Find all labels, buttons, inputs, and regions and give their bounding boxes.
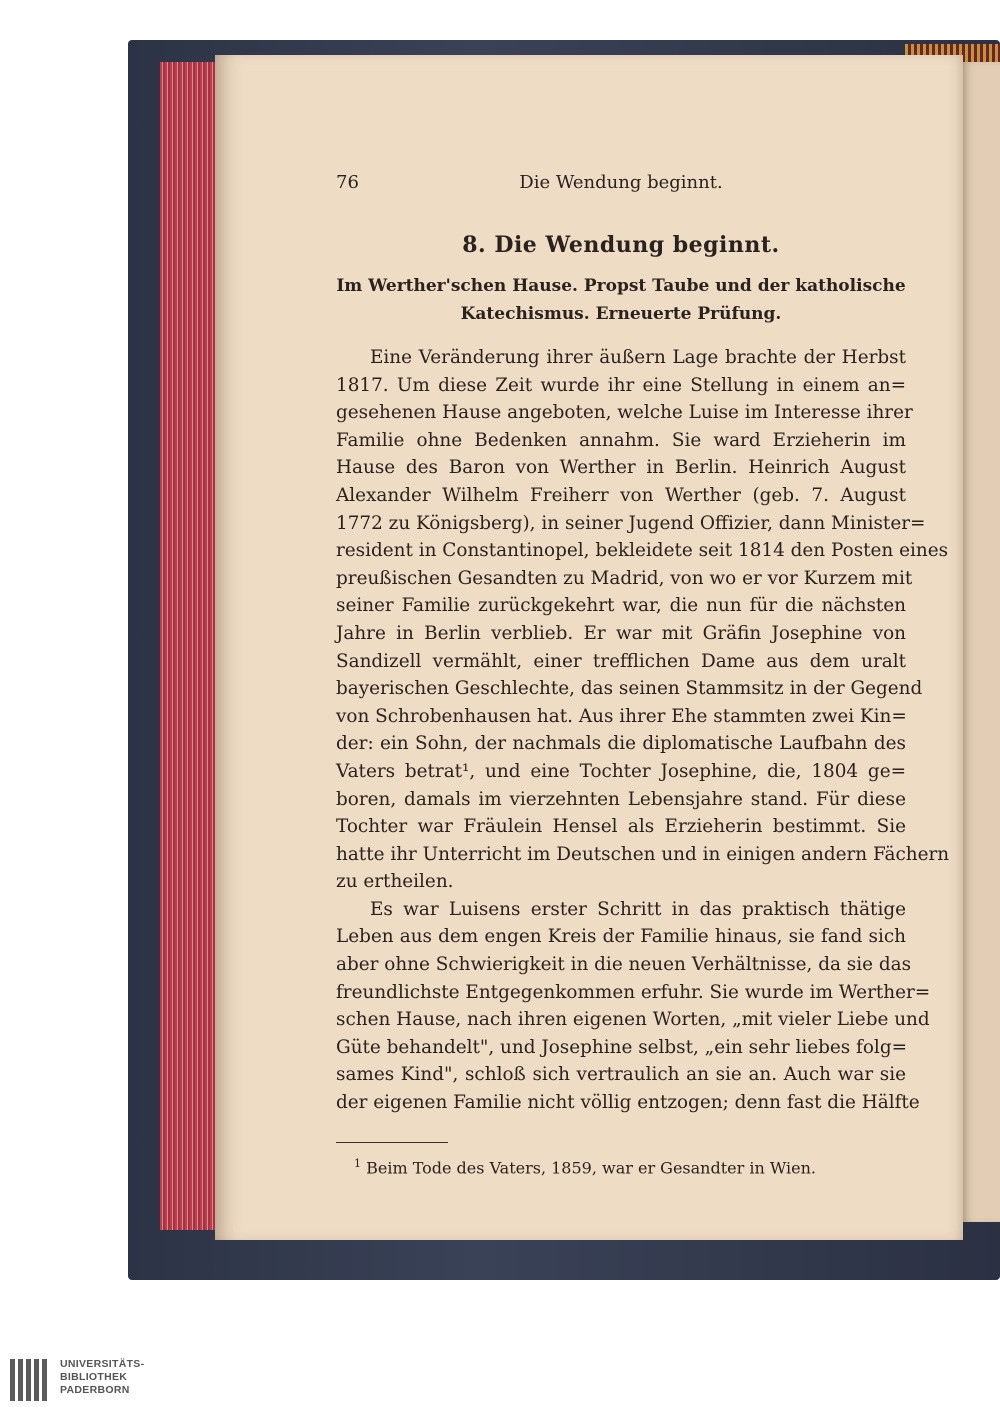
text-line: freundlichste Entgegenkommen erfuhr. Sie wurde im Werther= — [336, 981, 931, 1003]
body-text — [336, 344, 950, 1117]
text-line: Vaters betrat¹, und eine Tochter Josephine, die, 1804 ge= — [336, 760, 906, 782]
running-title: Die Wendung beginnt. — [519, 172, 723, 193]
text-line: boren, damals im vierzehnten Lebensjahre stand. Für diese — [336, 788, 906, 810]
text-line: bayerischen Geschlechte, das seinen Stammsitz in der Gegend — [336, 678, 923, 700]
text-line: 1817. Um diese Zeit wurde ihr eine Stellung in einem an= — [336, 374, 906, 396]
footnote — [354, 1157, 914, 1177]
text-line: Es war Luisens erster Schritt in das praktisch thätige — [370, 898, 906, 920]
text-line: seiner Familie zurückgekehrt war, die nun für die nächsten — [336, 595, 906, 617]
text-line: Jahre in Berlin verblieb. Er war mit Gräfin Josephine von — [336, 622, 906, 644]
text-line: sames Kind", schloß sich vertraulich an sie an. Auch war sie — [336, 1064, 906, 1086]
text-line: aber ohne Schwierigkeit in die neuen Verhältnisse, da sie das — [336, 954, 912, 976]
text-line: gesehenen Hause angeboten, welche Luise im Interesse ihrer — [336, 402, 913, 424]
text-line: Tochter war Fräulein Hensel als Erzieherin bestimmt. Sie — [336, 816, 906, 838]
text-line: der eigenen Familie nicht völlig entzogen; denn fast die Hälfte — [336, 1092, 920, 1114]
page-edges — [160, 62, 218, 1230]
logo-line: PADERBORN — [60, 1384, 130, 1396]
text-line: der: ein Sohn, der nachmals die diplomatische Laufbahn des — [336, 733, 906, 755]
text-line: Familie ohne Bedenken annahm. Sie ward Erzieherin im — [336, 429, 906, 451]
footnote-rule — [336, 1142, 448, 1143]
logo-line: UNIVERSITÄTS- — [60, 1358, 145, 1370]
chapter-title: 8. Die Wendung beginnt. — [462, 232, 780, 258]
logo-bars-icon — [10, 1359, 50, 1401]
page-number: 76 — [336, 172, 359, 193]
text-line: schen Hause, nach ihren eigenen Worten, „mit vieler Liebe und — [336, 1009, 930, 1031]
library-logo — [10, 1357, 170, 1403]
summary-line: Katechismus. Erneuerte Prüfung. — [460, 304, 782, 324]
text-line: von Schrobenhausen hat. Aus ihrer Ehe stammten zwei Kin= — [336, 705, 907, 727]
text-line: preußischen Gesandten zu Madrid, von wo er vor Kurzem mit — [336, 567, 913, 589]
text-line: Leben aus dem engen Kreis der Familie hinaus, sie fand sich — [336, 926, 906, 948]
running-head — [336, 172, 906, 198]
text-line: Güte behandelt", und Josephine selbst, „ein sehr liebes folg= — [336, 1036, 907, 1058]
chapter-summary — [336, 272, 906, 328]
text-line: Hause des Baron von Werther in Berlin. Heinrich August — [336, 457, 906, 479]
text-line: zu ertheilen. — [336, 871, 454, 893]
summary-line: Im Werther'schen Hause. Propst Taube und der katholische — [336, 276, 906, 296]
logo-line: BIBLIOTHEK — [60, 1371, 128, 1383]
text-line: Alexander Wilhelm Freiherr von Werther (geb. 7. August — [336, 484, 906, 506]
logo-text — [60, 1358, 144, 1397]
text-line: Sandizell vermählt, einer trefflichen Dame aus dem uralt — [336, 650, 906, 672]
footnote-marker: 1 — [354, 1157, 361, 1170]
text-line: 1772 zu Königsberg), in seiner Jugend Offizier, dann Minister= — [336, 512, 926, 534]
facing-page-edge — [962, 62, 1000, 1222]
text-line: resident in Constantinopel, bekleidete seit 1814 den Posten eines — [336, 540, 949, 562]
footnote-text: Beim Tode des Vaters, 1859, war er Gesandter in Wien. — [366, 1158, 817, 1178]
text-line: hatte ihr Unterricht im Deutschen und in einigen andern Fächern — [336, 843, 950, 865]
text-line: Eine Veränderung ihrer äußern Lage brachte der Herbst — [370, 347, 906, 368]
